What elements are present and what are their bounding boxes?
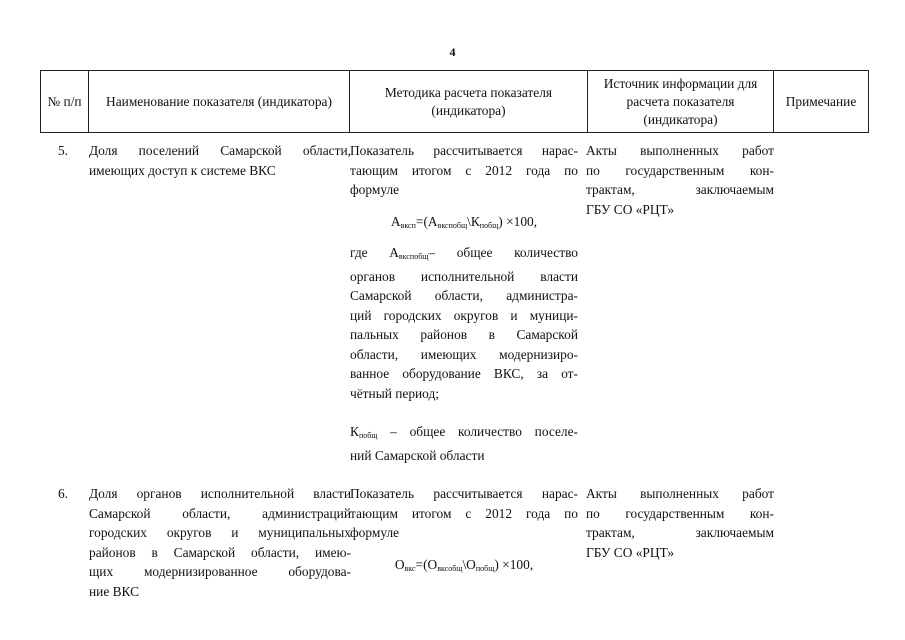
calculation-method [350,484,578,586]
header-col-note: Примечание [774,71,869,133]
where-line: области, имеющих модернизиро- [350,346,578,362]
where-line: чётный период; [350,385,440,401]
method-line: тающим итогом с 2012 года по [350,162,578,178]
method-line: тающим итогом с 2012 года по [350,505,578,521]
name-line: Самарской области, администраций [89,505,351,521]
formula: $А_{вксп}=(А_{вкспобщ}\backslash К_{побщ}) \times 100$, [390,213,538,230]
name-line: районов в Самарской области, имею- [89,544,351,560]
header-col-name: Наименование показателя (индикатора) [89,71,350,133]
method-line: формуле [350,182,400,197]
header-col-method: Методика расчета показателя (индикатора) [350,71,588,133]
indicator-name [89,141,351,180]
row-number: 5. [57,143,69,158]
header-col-source: Источник информации для расчета показателя (индикатора) [588,71,774,133]
indicator-name [89,484,351,601]
source-line: Акты выполненных работ [586,486,774,501]
name-line: щих модернизированное оборудова- [89,564,351,579]
where-line: ванное оборудование ВКС, за от- [350,366,578,381]
name-line: Доля поселений Самарской области, [89,143,351,158]
where-line: ций городских округов и муници- [350,307,578,323]
calculation-method [350,141,578,465]
source-line: трактам, заключаемым [586,525,774,540]
k-definition-line: $К_{побщ}$ – общее количество поселе- [350,424,578,440]
source-line: ГБУ СО «РЦТ» [586,201,675,217]
source-line: Акты выполненных работ [586,143,774,158]
method-line: Показатель рассчитывается нарас- [350,486,578,501]
information-source [586,141,774,219]
row-number: 6. [57,486,69,501]
name-line: имеющих доступ к системе ВКС [89,162,276,178]
name-line: городских округов и муниципальных [89,525,351,540]
page-number: 4 [449,45,456,59]
header-col-num: № п/п [41,71,89,133]
source-line: ГБУ СО «РЦТ» [586,544,675,560]
where-line: органов исполнительной власти [350,268,578,284]
method-line: формуле [350,525,400,540]
where-line: Самарской области, администра- [350,288,578,303]
formula: $О_{вкс}=(О_{вксобщ}\backslash О_{побщ}) \times 100$, [394,556,534,573]
k-definition-line: ний Самарской области [350,447,485,463]
source-line: по государственным кон- [586,505,774,521]
name-line: Доля органов исполнительной власти [89,486,351,501]
table-header [40,70,869,133]
information-source [586,484,774,562]
name-line: ние ВКС [89,583,140,599]
where-line: где $А_{вкспобщ}-$ общее количество [350,245,578,261]
method-line: Показатель рассчитывается нарас- [350,143,578,158]
where-line: пальных районов в Самарской [350,327,578,342]
source-line: трактам, заключаемым [586,182,774,197]
source-line: по государственным кон- [586,162,774,178]
